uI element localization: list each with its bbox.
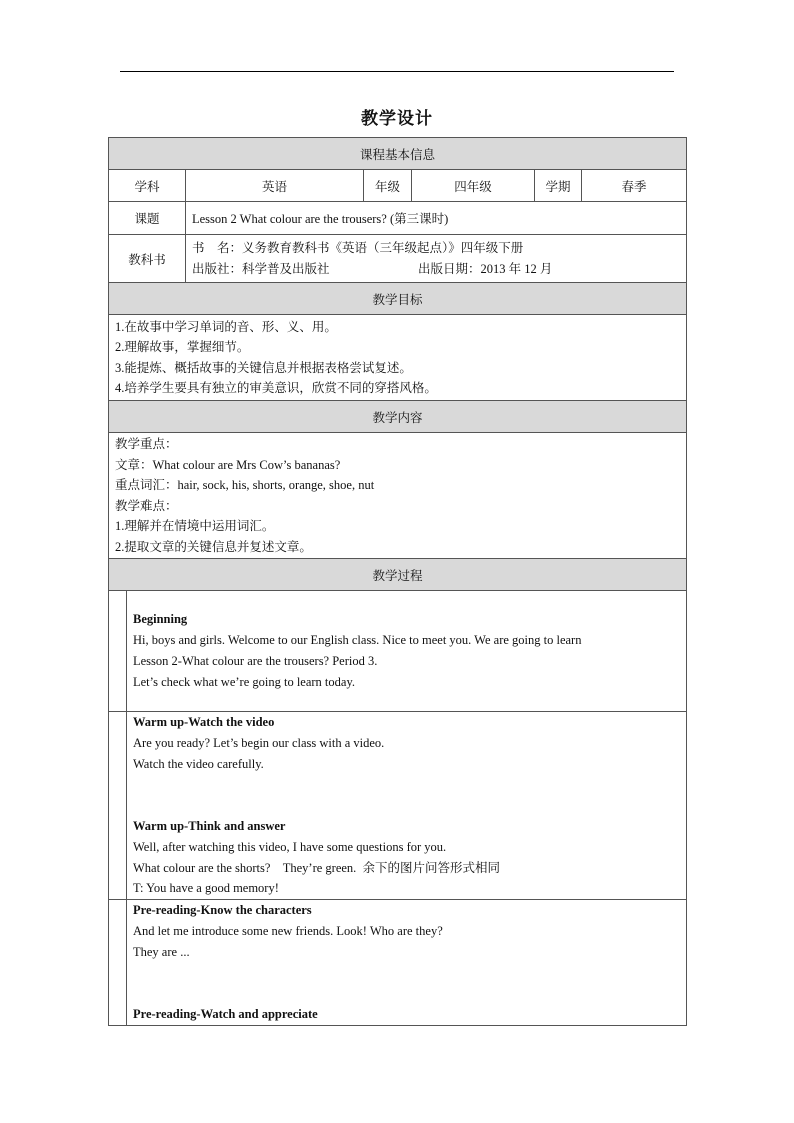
section-process: 教学过程: [109, 559, 687, 591]
step-heading: Beginning: [133, 612, 188, 627]
publish-date: 出版日期：2013 年 12 月: [418, 261, 553, 276]
step-line: Watch the video carefully.: [133, 756, 264, 771]
step-line: And let me introduce some new friends. Look! Who are they?: [133, 924, 443, 939]
subject-label: 学科: [109, 170, 186, 202]
subject-value: 英语: [186, 170, 364, 202]
section-content: 教学内容: [109, 401, 687, 433]
topic-value: Lesson 2 What colour are the trousers? (第三课时): [186, 202, 687, 235]
content-item: 文章：What colour are Mrs Cow’s bananas?: [115, 457, 341, 472]
process-gutter: [109, 712, 127, 900]
grade-label: 年级: [364, 170, 412, 202]
step-heading: Warm up-Think and answer: [133, 818, 286, 833]
publisher: 出版社：科学普及出版社: [192, 261, 330, 276]
content-item: 教学难点：: [115, 498, 178, 513]
content-item: 教学重点：: [115, 437, 178, 451]
step-beginning: [127, 591, 687, 712]
step-line: What colour are the shorts? They’re green. 余下的图片问答形式相同: [133, 860, 501, 875]
topic-label: 课题: [109, 202, 186, 235]
publisher-line: [192, 259, 680, 280]
step-heading: Pre-reading-Know the characters: [133, 903, 312, 918]
section-basic-info: 课程基本信息: [109, 138, 687, 170]
grade-value: 四年级: [412, 170, 535, 202]
content-item: 2.提取文章的关键信息并复述文章。: [115, 539, 312, 554]
step-line: Are you ready? Let’s begin our class with a video.: [133, 735, 385, 750]
step-heading: Warm up-Watch the video: [133, 715, 275, 729]
step-warmup: [127, 712, 687, 900]
term-label: 学期: [535, 170, 582, 202]
step-line: T: You have a good memory!: [133, 881, 279, 896]
header-rule: [120, 71, 674, 72]
lesson-plan-table: [108, 137, 687, 1026]
section-objectives: 教学目标: [109, 283, 687, 315]
objective-item: 3.能提炼、概括故事的关键信息并根据表格尝试复述。: [115, 360, 412, 375]
objective-item: 1.在故事中学习单词的音、形、义、用。: [115, 319, 337, 334]
step-prereading: [127, 900, 687, 1026]
textbook-label: 教科书: [109, 235, 186, 283]
content-item: 重点词汇：hair, sock, his, shorts, orange, shoe, nut: [115, 478, 375, 492]
term-value: 春季: [582, 170, 687, 202]
book-name-line: 书 名：义务教育教科书《英语（三年级起点）》四年级下册: [192, 241, 524, 255]
process-gutter: [109, 900, 127, 1026]
step-heading: Pre-reading-Watch and appreciate: [133, 1007, 318, 1022]
step-line: Well, after watching this video, I have some questions for you.: [133, 839, 447, 854]
step-line: They are ...: [133, 944, 190, 959]
objectives-list: [109, 315, 687, 401]
step-line: Lesson 2-What colour are the trousers? Period 3.: [133, 654, 378, 668]
step-line: Hi, boys and girls. Welcome to our English class. Nice to meet you. We are going to learn: [133, 633, 582, 648]
process-gutter: [109, 591, 127, 712]
page-title: 教学设计: [361, 109, 433, 128]
step-line: Let’s check what we’re going to learn today.: [133, 674, 356, 689]
content-item: 1.理解并在情境中运用词汇。: [115, 519, 275, 533]
content-list: [109, 433, 687, 559]
textbook-details: [186, 235, 687, 283]
objective-item: 4.培养学生要具有独立的审美意识，欣赏不同的穿搭风格。: [115, 381, 437, 395]
objective-item: 2.理解故事，掌握细节。: [115, 340, 250, 354]
